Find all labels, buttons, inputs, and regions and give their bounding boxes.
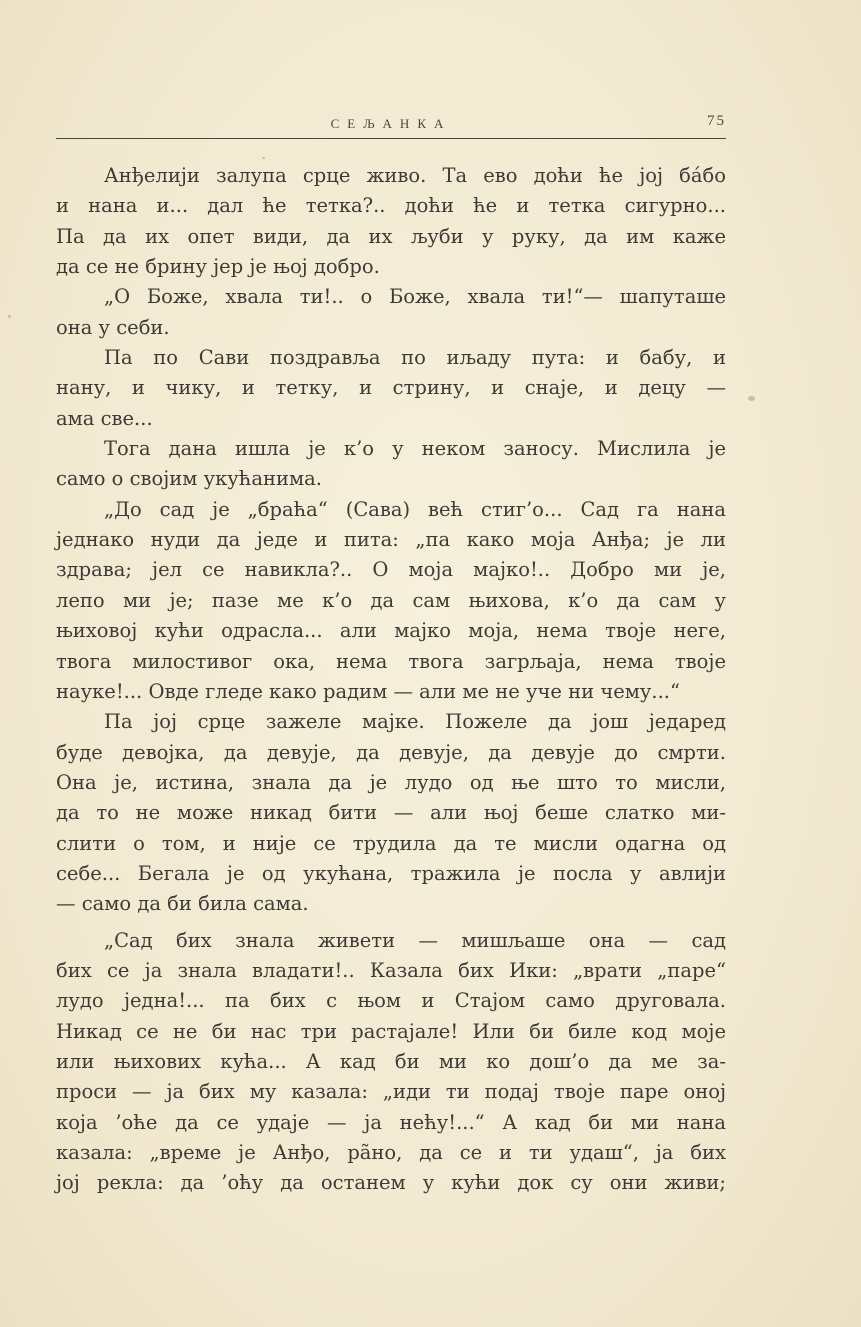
text-line: Тога дана ишла је к’о у неком заносу. Мислила је bbox=[104, 437, 726, 461]
text-line: нану, и чику, и тетку, и стрину, и снаје, и децу — bbox=[56, 376, 726, 400]
paragraph-6 bbox=[56, 707, 726, 919]
paragraph-7 bbox=[56, 926, 726, 1199]
text-line: Па јој срце зажеле мајке. Пожеле да још једаред bbox=[104, 710, 726, 734]
text-line: Она је, истина, знала да је лудо од ње што то мисли, bbox=[56, 770, 726, 794]
text-body bbox=[56, 161, 726, 1199]
text-line: само о својим укућанима. bbox=[56, 467, 322, 491]
paper-speck bbox=[262, 157, 265, 159]
text-line: себе... Бегала је од укућана, тражила је посла у авлији bbox=[56, 861, 726, 885]
page-header bbox=[56, 112, 726, 139]
page-number: 75 bbox=[707, 113, 726, 129]
text-line: Па да их опет види, да их љуби у руку, да им каже bbox=[56, 224, 726, 248]
running-title: СЕЉАНКА bbox=[330, 116, 452, 131]
text-line: здрава; јел се навикла?.. О моја мајко!.. Добро ми је, bbox=[56, 558, 726, 582]
text-line: буде девојка, да девује, да девује, да девује до смрти. bbox=[56, 740, 726, 764]
text-line: она у себи. bbox=[56, 315, 170, 339]
paper-speck bbox=[8, 315, 11, 318]
text-line: „До сад је „браћа“ (Сава) већ стиг’о... Сад га нана bbox=[104, 497, 726, 521]
text-line: која ’оће да се удаје — ја нећу!...“ А кад би ми нана bbox=[56, 1110, 726, 1134]
text-line: проси — ја бих му казала: „иди ти подај твоје паре оној bbox=[56, 1080, 726, 1104]
text-line: науке!... Овде гледе како радим — али ме не уче ни чему...“ bbox=[56, 679, 680, 703]
text-line: „Сад бих знала живети — мишљаше она — сад bbox=[104, 928, 726, 952]
text-line: „О Боже, хвала ти!.. о Боже, хвала ти!“— шапуташе bbox=[104, 285, 726, 309]
text-line: и нана и... дал ће тетка?.. доћи ће и тетка сигурно... bbox=[56, 194, 726, 218]
paper-speck bbox=[748, 396, 755, 401]
text-line: да се не брину јер је њој добро. bbox=[56, 255, 380, 279]
text-line: лудо једна!... па бих с њом и Стајом само друговала. bbox=[56, 989, 726, 1013]
paragraph-4 bbox=[56, 434, 726, 495]
text-line: ама све... bbox=[56, 406, 153, 430]
text-line: њиховој кући одрасла... али мајко моја, нема твоје неге, bbox=[56, 619, 726, 643]
paragraph-1 bbox=[56, 161, 726, 282]
text-line: казала: „време је Анђо, рãно, да се и ти удаш“, ја бих bbox=[56, 1141, 726, 1164]
paragraph-5 bbox=[56, 495, 726, 707]
paragraph-2 bbox=[56, 282, 726, 343]
text-line: Па по Сави поздравља по иљаду пута: и бабу, и bbox=[104, 346, 726, 370]
text-line: Никад се не би нас три растајале! Или би биле код моје bbox=[56, 1019, 726, 1043]
text-line: да то не може никад бити — али њој беше слатко ми- bbox=[56, 801, 726, 825]
text-line: твога милостивог ока, нема твога загрљаја, нема твоје bbox=[56, 649, 726, 673]
text-line: слити о том, и није се трудила да те мисли одагна од bbox=[56, 831, 726, 855]
text-line: лепо ми је; пазе ме к’о да сам њихова, к’о да сам у bbox=[56, 588, 726, 612]
text-line: бих се ја знала владати!.. Казала бих Ики: „врати „паре“ bbox=[56, 958, 726, 982]
text-line: Анђелији залупа срце живо. Та ево доћи ће јој бáбо bbox=[104, 164, 726, 187]
text-line: једнако нуди да једе и пита: „па како моја Анђа; је ли bbox=[56, 528, 726, 552]
paragraph-3 bbox=[56, 343, 726, 434]
text-line: — само да би била сама. bbox=[56, 892, 309, 916]
text-line: јој рекла: да ’оћу да останем у кући док су они живи; bbox=[56, 1171, 726, 1195]
text-line: или њихових кућа... А кад би ми ко дош’о да ме за- bbox=[56, 1049, 726, 1073]
